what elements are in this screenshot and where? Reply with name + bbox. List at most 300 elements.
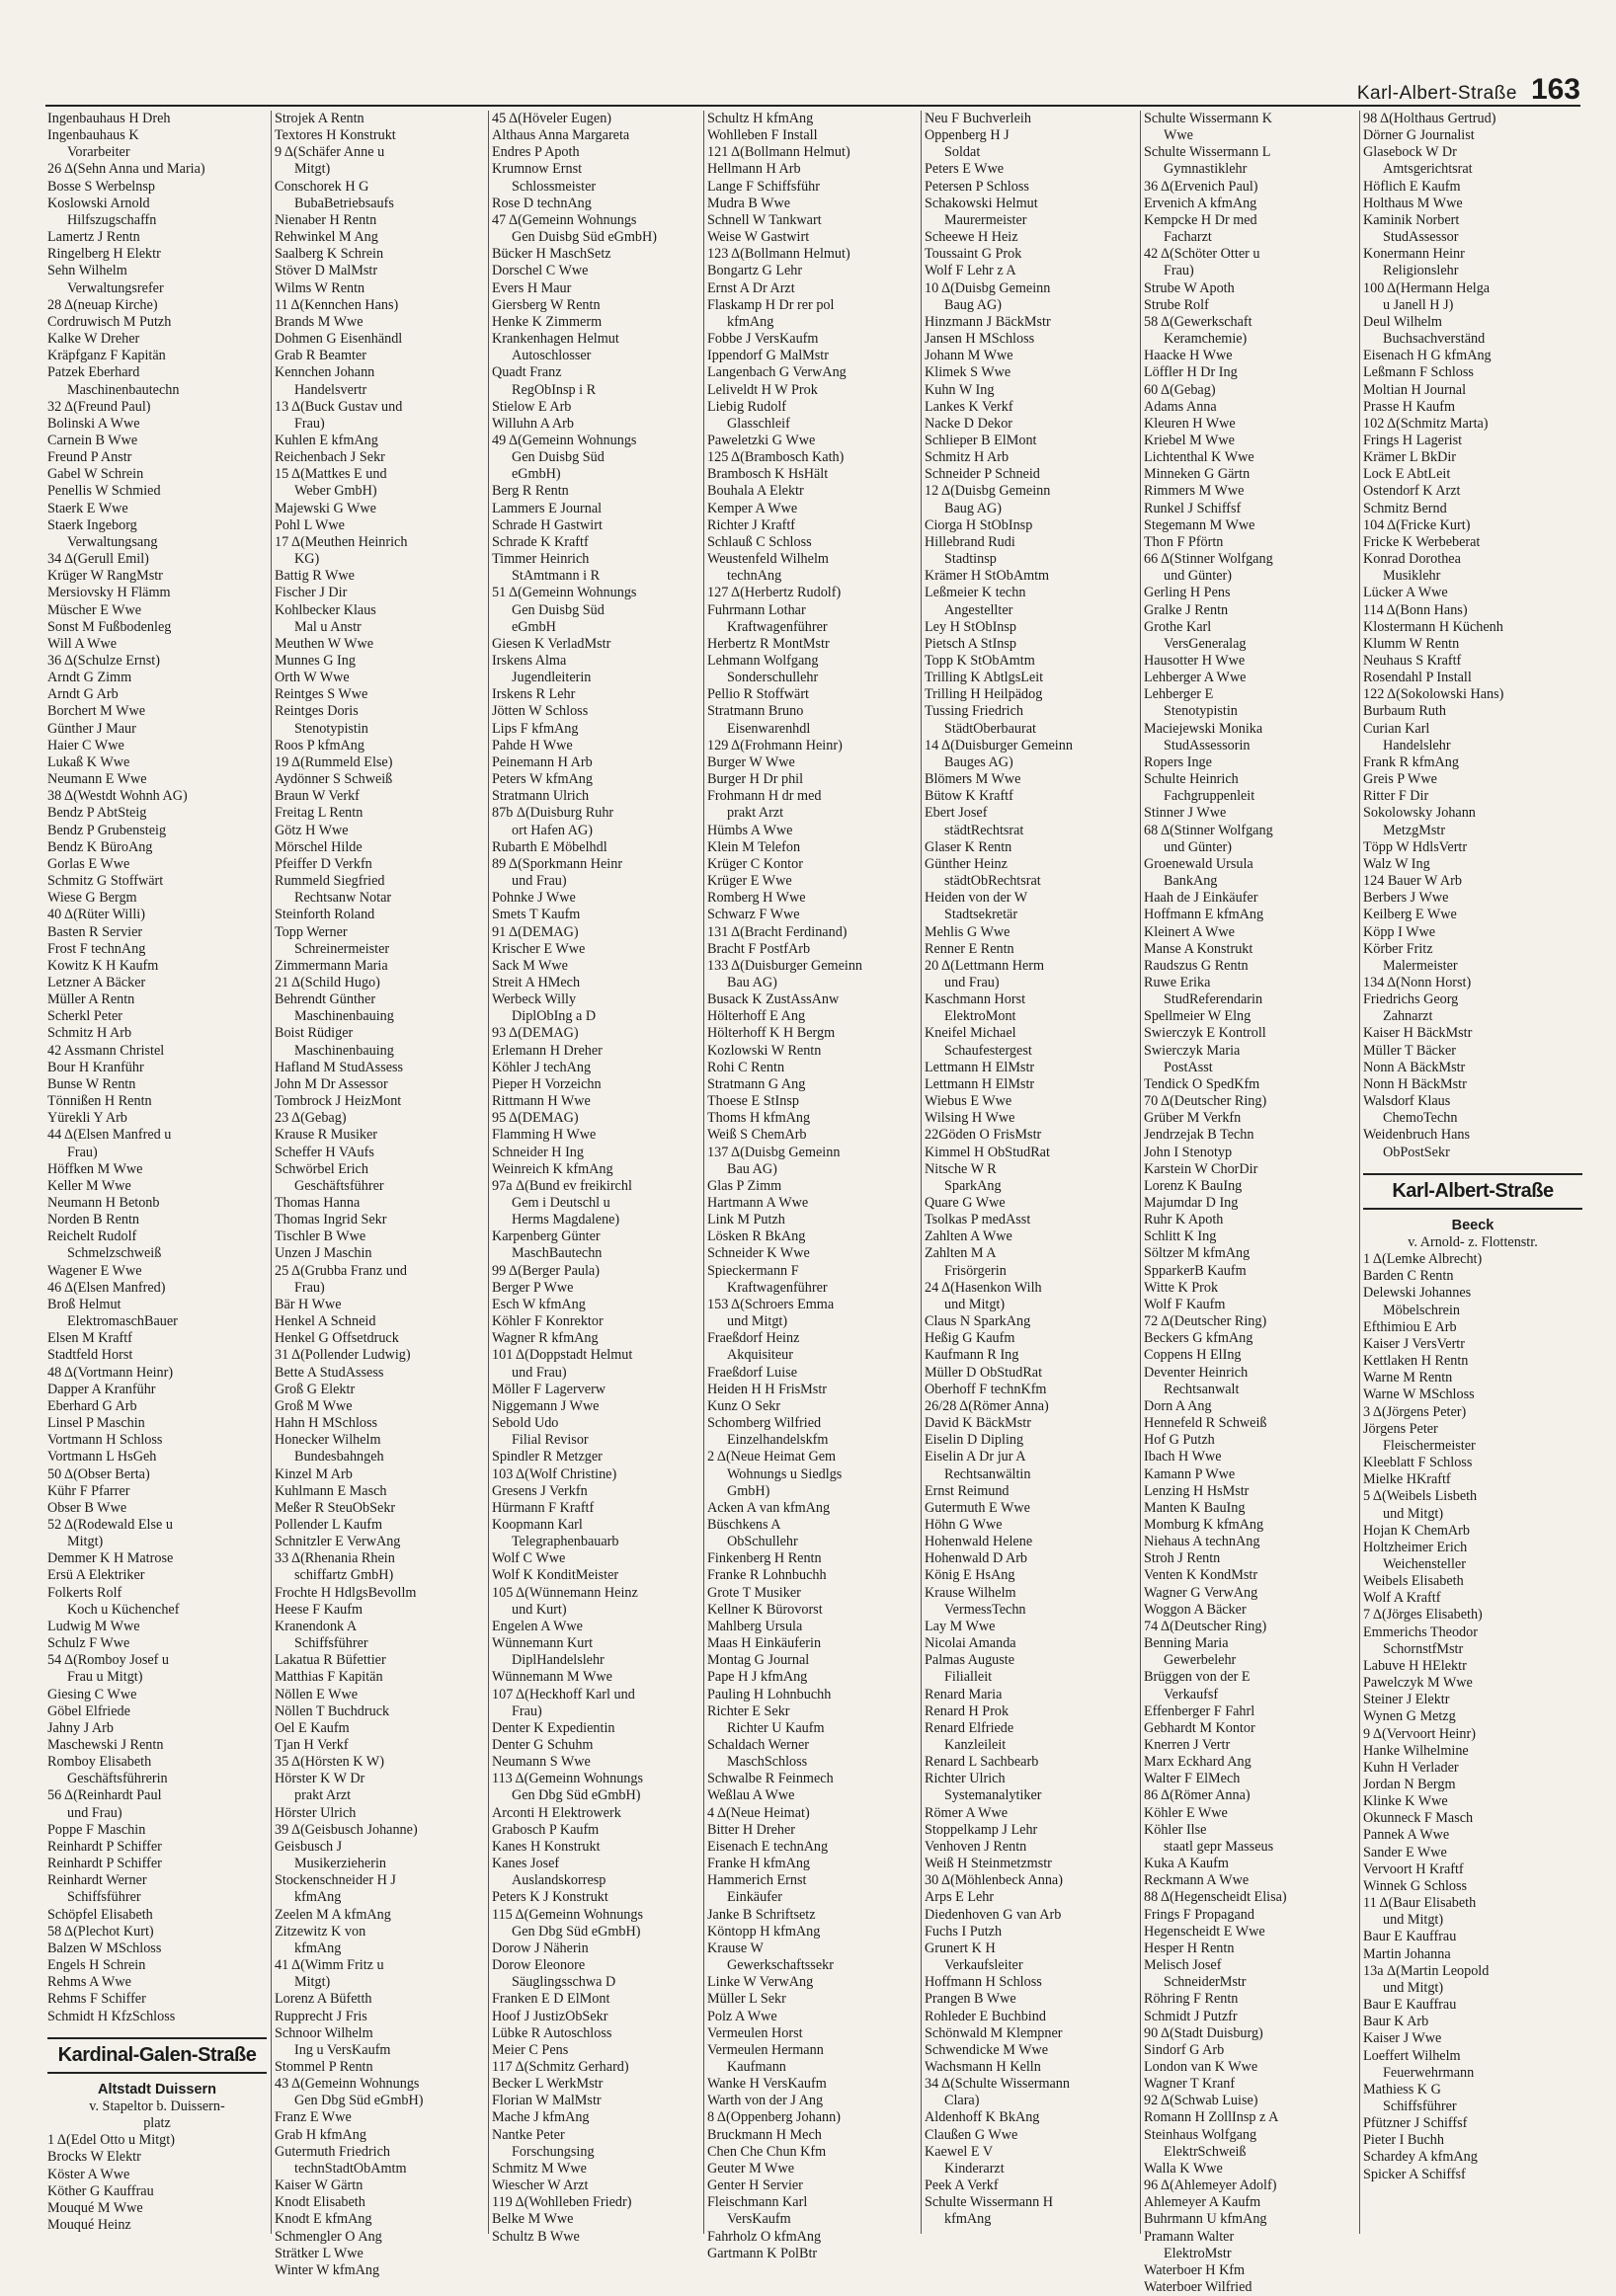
directory-entry: Krankenhagen Helmut bbox=[492, 331, 619, 348]
directory-entry: 36 Δ(Schulze Ernst) bbox=[47, 653, 160, 669]
directory-entry: Becker L WerkMstr bbox=[492, 2076, 604, 2093]
directory-entry: Pfützner J Schiffsf bbox=[1363, 2115, 1468, 2132]
directory-entry: Lay M Wwe bbox=[925, 1618, 996, 1634]
directory-entry: Krüger W RangMstr bbox=[47, 568, 163, 585]
directory-entry: 2 Δ(Neue Heimat Gem bbox=[707, 1449, 837, 1465]
directory-entry: Stockenschneider H J bbox=[275, 1872, 396, 1889]
directory-entry: Pieper H Vorzeichn bbox=[492, 1075, 602, 1092]
directory-entry: Mörschel Hilde bbox=[275, 838, 363, 855]
directory-entry: 14 Δ(Duisburger Gemeinn bbox=[925, 737, 1073, 753]
directory-entry: 9 Δ(Vervoort Heinr) bbox=[1363, 1725, 1476, 1742]
directory-entry: Borchert M Wwe bbox=[47, 703, 146, 720]
directory-entry: 137 Δ(Duisbg Gemeinn bbox=[707, 1144, 841, 1160]
directory-entry: Spicker A Schiffsf bbox=[1363, 2166, 1466, 2182]
directory-entry: Momburg K kfmAng bbox=[1144, 1516, 1264, 1533]
directory-entry: Henkel G Offsetdruck bbox=[275, 1330, 399, 1347]
directory-entry: Romann H ZollInsp z A bbox=[1144, 2109, 1279, 2126]
directory-entry: Eberhard G Arb bbox=[47, 1397, 137, 1414]
directory-entry: Aydönner S Schweiß bbox=[275, 771, 393, 788]
directory-entry: Nantke Peter bbox=[492, 2126, 565, 2143]
directory-entry: Fuchs I Putzh bbox=[925, 1923, 1003, 1940]
directory-entry: Grote T Musiker bbox=[707, 1584, 801, 1601]
directory-entry: Koch u Küchenchef bbox=[67, 1601, 180, 1618]
directory-entry: Warne M Rentn bbox=[1363, 1370, 1453, 1386]
directory-entry: Frisörgerin bbox=[944, 1262, 1007, 1279]
directory-entry: Lübke R Autoschloss bbox=[492, 2024, 612, 2041]
directory-entry: Bouhala A Elektr bbox=[707, 483, 804, 500]
directory-entry: 121 Δ(Bollmann Helmut) bbox=[707, 144, 850, 161]
directory-entry: 38 Δ(Westdt Wohnh AG) bbox=[47, 788, 188, 805]
directory-entry: 129 Δ(Frohmann Heinr) bbox=[707, 737, 843, 753]
directory-entry: Stoppelkamp J Lehr bbox=[925, 1821, 1038, 1838]
directory-entry: Thoese E StInsp bbox=[707, 1093, 799, 1110]
directory-entry: Rehms A Wwe bbox=[47, 1974, 131, 1991]
directory-entry: Manten K BauIng bbox=[1144, 1499, 1246, 1516]
directory-entry: Krischer E Wwe bbox=[492, 940, 586, 957]
directory-entry: Weber GmbH) bbox=[294, 483, 377, 500]
directory-entry: Wohnungs u Siedlgs bbox=[727, 1465, 843, 1482]
directory-entry: David K BäckMstr bbox=[925, 1415, 1031, 1432]
directory-entry: Minneken G Gärtn bbox=[1144, 466, 1251, 483]
directory-entry: Reichelt Rudolf bbox=[47, 1228, 137, 1245]
directory-entry: 32 Δ(Freund Paul) bbox=[47, 398, 151, 415]
directory-entry: MaschSchloss bbox=[727, 1754, 808, 1771]
directory-entry: und Mitgt) bbox=[1383, 1505, 1444, 1522]
directory-entry: Schrade H Gastwirt bbox=[492, 516, 603, 533]
directory-entry: Ervenich A kfmAng bbox=[1144, 195, 1257, 211]
directory-entry: 93 Δ(DEMAG) bbox=[492, 1025, 579, 1042]
directory-entry: Stielow E Arb bbox=[492, 398, 572, 415]
directory-entry: Gresens J Verkfn bbox=[492, 1482, 588, 1499]
directory-entry: Mitgt) bbox=[67, 1534, 104, 1550]
directory-entry: Sindorf G Arb bbox=[1144, 2041, 1225, 2058]
directory-entry: Jugendleiterin bbox=[512, 670, 592, 686]
directory-entry: John I Stenotyp bbox=[1144, 1144, 1233, 1160]
directory-entry: Hausotter H Wwe bbox=[1144, 653, 1246, 669]
column-7 bbox=[1363, 111, 1582, 2234]
directory-entry: Denter K Expedientin bbox=[492, 1719, 615, 1736]
directory-entry: Bongartz G Lehr bbox=[707, 263, 803, 279]
directory-entry: Schardey A kfmAng bbox=[1363, 2149, 1478, 2166]
directory-entry: Buchsachverständ bbox=[1383, 331, 1486, 348]
directory-entry: Blömers M Wwe bbox=[925, 771, 1021, 788]
directory-entry: Köhler J techAng bbox=[492, 1059, 592, 1075]
directory-entry: Ostendorf K Arzt bbox=[1363, 483, 1461, 500]
directory-entry: Weichensteller bbox=[1383, 1555, 1466, 1572]
directory-entry: Bau AG) bbox=[727, 974, 777, 990]
directory-entry: 26 Δ(Sehn Anna und Maria) bbox=[47, 161, 205, 178]
directory-entry: Kettlaken H Rentn bbox=[1363, 1353, 1469, 1370]
directory-entry: Poppe F Maschin bbox=[47, 1821, 146, 1838]
directory-entry: Niggemann J Wwe bbox=[492, 1397, 600, 1414]
directory-entry: Groß M Wwe bbox=[275, 1397, 353, 1414]
directory-entry: 1 Δ(Lemke Albrecht) bbox=[1363, 1251, 1483, 1268]
directory-entry: Broß Helmut bbox=[47, 1296, 121, 1312]
directory-entry: Mathiess K G bbox=[1363, 2081, 1441, 2098]
directory-entry: Kleinert A Wwe bbox=[1144, 923, 1235, 940]
directory-entry: Schulte Wissermann K bbox=[1144, 111, 1272, 126]
directory-entry: Trilling H Heilpädog bbox=[925, 686, 1043, 703]
directory-entry: Lukaß K Wwe bbox=[47, 753, 130, 770]
directory-entry: Hölterhoff E Ang bbox=[707, 1008, 806, 1025]
directory-entry: 123 Δ(Bollmann Helmut) bbox=[707, 246, 850, 263]
directory-entry: Mouqué Heinz bbox=[47, 2217, 131, 2234]
directory-entry: Ippendorf G MalMstr bbox=[707, 348, 829, 364]
directory-entry: 12 Δ(Duisbg Gemeinn bbox=[925, 483, 1051, 500]
directory-entry: Rehms F Schiffer bbox=[47, 1991, 146, 2008]
directory-entry: Kraftwagenführer bbox=[727, 618, 828, 635]
directory-entry: 9 Δ(Schäfer Anne u bbox=[275, 144, 385, 161]
directory-entry: 133 Δ(Duisburger Gemeinn bbox=[707, 957, 863, 974]
directory-entry: Timmer Heinrich bbox=[492, 551, 590, 568]
directory-entry: Gen Dbg Süd eGmbH) bbox=[512, 1787, 641, 1804]
directory-entry: Hohenwald D Arb bbox=[925, 1550, 1028, 1567]
directory-entry: Neuhaus S Kraftf bbox=[1363, 653, 1462, 669]
directory-entry: VermessTechn bbox=[944, 1601, 1026, 1618]
directory-entry: Krüger C Kontor bbox=[707, 855, 803, 872]
directory-entry: Schneider P Schneid bbox=[925, 466, 1040, 483]
directory-entry: Burger W Wwe bbox=[707, 753, 795, 770]
directory-entry: Textores H Konstrukt bbox=[275, 127, 396, 144]
directory-entry: Patzek Eberhard bbox=[47, 364, 140, 381]
directory-entry: Frost F technAng bbox=[47, 940, 146, 957]
directory-entry: Schmitz M Wwe bbox=[492, 2160, 587, 2177]
directory-entry: Krämer H StObAmtm bbox=[925, 568, 1050, 585]
directory-entry: Meuthen W Wwe bbox=[275, 635, 374, 652]
directory-entry: Brambosch K HsHält bbox=[707, 466, 829, 483]
directory-entry: Balzen W MSchloss bbox=[47, 1940, 162, 1956]
column-separator bbox=[1359, 111, 1360, 2234]
directory-entry: Möller F Lagerverw bbox=[492, 1381, 606, 1397]
directory-entry: Dohmen G Eisenhändl bbox=[275, 331, 403, 348]
directory-entry: 89 Δ(Sporkmann Heinr bbox=[492, 855, 623, 872]
directory-entry: 1 Δ(Edel Otto u Mitgt) bbox=[47, 2132, 175, 2149]
directory-entry: Nonn A BäckMstr bbox=[1363, 1059, 1466, 1075]
directory-entry: ObSchullehr bbox=[727, 1534, 798, 1550]
directory-entry: 66 Δ(Stinner Wolfgang bbox=[1144, 551, 1273, 568]
directory-entry: Henkel A Schneid bbox=[275, 1313, 376, 1330]
directory-entry: Demmer K H Matrose bbox=[47, 1550, 174, 1567]
directory-entry: Beckers G kfmAng bbox=[1144, 1330, 1253, 1347]
directory-entry: Dapper A Kranführ bbox=[47, 1381, 156, 1397]
directory-entry: Schmitz G Stoffwärt bbox=[47, 873, 164, 890]
directory-entry: Wagner T Kranf bbox=[1144, 2076, 1236, 2093]
directory-entry: Runkel J Schiffsf bbox=[1144, 500, 1242, 516]
directory-entry: Baug AG) bbox=[944, 500, 1002, 516]
directory-entry: Büschkens A bbox=[707, 1516, 781, 1533]
directory-entry: Lakatua R Büfettier bbox=[275, 1652, 386, 1669]
directory-entry: Malermeister bbox=[1383, 957, 1458, 974]
directory-entry: Jahny J Arb bbox=[47, 1719, 114, 1736]
directory-entry: Handelslehr bbox=[1383, 737, 1451, 753]
directory-entry: MetzgMstr bbox=[1383, 822, 1446, 838]
street-heading: Karl-Albert-Straße bbox=[1363, 1173, 1582, 1210]
directory-entry: Mal u Anstr bbox=[294, 618, 362, 635]
directory-entry: Ropers Inge bbox=[1144, 753, 1212, 770]
directory-entry: Pollender L Kaufm bbox=[275, 1516, 383, 1533]
directory-entry: Filial Revisor bbox=[512, 1432, 589, 1449]
directory-entry: Thon F Pförtn bbox=[1144, 533, 1224, 550]
directory-entry: Fraeßdorf Luise bbox=[707, 1364, 798, 1381]
directory-entry: Spellmeier W Elng bbox=[1144, 1008, 1252, 1025]
directory-entry: Gartmann K PolBtr bbox=[707, 2245, 818, 2261]
directory-entry: 102 Δ(Schmitz Marta) bbox=[1363, 415, 1489, 432]
directory-entry: Swierczyk Maria bbox=[1144, 1042, 1241, 1059]
directory-entry: Klein M Telefon bbox=[707, 838, 801, 855]
directory-entry: Schulte Heinrich bbox=[1144, 771, 1239, 788]
directory-entry: Diedenhoven G van Arb bbox=[925, 1906, 1062, 1923]
directory-entry: Thomas Ingrid Sekr bbox=[275, 1212, 387, 1228]
directory-entry: Renard L Sachbearb bbox=[925, 1754, 1039, 1771]
directory-entry: Loeffert Wilhelm bbox=[1363, 2047, 1461, 2064]
directory-entry: Elsen M Kraftf bbox=[47, 1330, 132, 1347]
directory-entry: Franken E D ElMont bbox=[492, 1991, 610, 2008]
directory-entry: Mouqué M Wwe bbox=[47, 2199, 143, 2216]
directory-entry: Baur K Arb bbox=[1363, 2014, 1429, 2030]
directory-entry: Neumann S Wwe bbox=[492, 1754, 591, 1771]
directory-entry: Müscher E Wwe bbox=[47, 601, 142, 618]
directory-entry: 23 Δ(Gebag) bbox=[275, 1110, 347, 1127]
directory-entry: Frau) bbox=[294, 1279, 325, 1296]
directory-entry: Topp Werner bbox=[275, 923, 348, 940]
directory-entry: Neumann E Wwe bbox=[47, 771, 147, 788]
directory-entry: 68 Δ(Stinner Wolfgang bbox=[1144, 822, 1273, 838]
directory-entry: Arps E Lehr bbox=[925, 1889, 995, 1906]
directory-entry: Belke M Wwe bbox=[492, 2211, 574, 2228]
directory-entry: Kempcke H Dr med bbox=[1144, 211, 1257, 228]
directory-entry: Deventer Heinrich bbox=[1144, 1364, 1249, 1381]
directory-entry: Glaser K Rentn bbox=[925, 838, 1012, 855]
directory-entry: Verkaufsleiter bbox=[944, 1957, 1023, 1974]
directory-entry: Weustenfeld Wilhelm bbox=[707, 551, 829, 568]
directory-entry: Strube Rolf bbox=[1144, 296, 1209, 313]
directory-entry: Scherkl Peter bbox=[47, 1008, 123, 1025]
directory-entry: Wünnemann M Wwe bbox=[492, 1669, 612, 1686]
directory-entry: Richter U Kaufm bbox=[727, 1719, 825, 1736]
directory-entry: 99 Δ(Berger Paula) bbox=[492, 1262, 600, 1279]
directory-entry: 113 Δ(Gemeinn Wohnungs bbox=[492, 1771, 643, 1787]
directory-entry: Scheffer H VAufs bbox=[275, 1144, 374, 1160]
directory-entry: Gen Duisbg Süd eGmbH) bbox=[512, 229, 657, 246]
directory-entry: Letzner A Bäcker bbox=[47, 974, 146, 990]
directory-entry: Nienaber H Rentn bbox=[275, 211, 377, 228]
directory-entry: Schlieper B ElMont bbox=[925, 432, 1037, 448]
directory-entry: Strube W Apoth bbox=[1144, 279, 1235, 296]
directory-entry: Cordruwisch M Putzh bbox=[47, 313, 172, 330]
directory-entry: Müller D ObStudRat bbox=[925, 1364, 1043, 1381]
directory-entry: Winter W kfmAng bbox=[275, 2261, 380, 2278]
directory-entry: Ciorga H StObInsp bbox=[925, 516, 1033, 533]
directory-entry: Peinemann H Arb bbox=[492, 753, 593, 770]
directory-entry: Sokolowsky Johann bbox=[1363, 805, 1476, 822]
directory-entry: 51 Δ(Gemeinn Wohnungs bbox=[492, 585, 637, 601]
directory-entry: Götz H Wwe bbox=[275, 822, 349, 838]
directory-entry: Kanes H Konstrukt bbox=[492, 1838, 601, 1855]
directory-entry: Weise W Gastwirt bbox=[707, 229, 810, 246]
directory-entry: Renard Elfriede bbox=[925, 1719, 1014, 1736]
directory-entry: Nonn H BäckMstr bbox=[1363, 1075, 1467, 1092]
directory-entry: Pohnke J Wwe bbox=[492, 890, 576, 907]
directory-entry: Hohenwald Helene bbox=[925, 1534, 1033, 1550]
directory-entry: Geuter M Wwe bbox=[707, 2160, 794, 2177]
directory-entry: 52 Δ(Rodewald Else u bbox=[47, 1516, 173, 1533]
directory-entry: Freitag L Rentn bbox=[275, 805, 364, 822]
directory-entry: Krüger E Wwe bbox=[707, 873, 792, 890]
street-heading: Kardinal-Galen-Straße bbox=[47, 2037, 267, 2074]
directory-entry: Jordan N Bergm bbox=[1363, 1777, 1456, 1792]
directory-entry: Berbers J Wwe bbox=[1363, 890, 1449, 907]
directory-entry: Frings F Propagand bbox=[1144, 1906, 1254, 1923]
directory-entry: 134 Δ(Nonn Horst) bbox=[1363, 974, 1472, 990]
directory-entry: KG) bbox=[294, 551, 320, 568]
directory-entry: Neumann H Betonb bbox=[47, 1195, 160, 1211]
directory-entry: Göbel Elfriede bbox=[47, 1702, 130, 1719]
directory-entry: Janke B Schriftsetz bbox=[707, 1906, 816, 1923]
directory-entry: Hörster K W Dr bbox=[275, 1771, 365, 1787]
directory-entry: Effenberger F Fahrl bbox=[1144, 1702, 1255, 1719]
directory-entry: Leßmann F Schloss bbox=[1363, 364, 1474, 381]
directory-entry: Ruwe Erika bbox=[1144, 974, 1211, 990]
directory-entry: Waterboer H Kfm bbox=[1144, 2261, 1246, 2278]
directory-entry: Friedrichs Georg bbox=[1363, 991, 1459, 1008]
directory-entry: Flaskamp H Dr rer pol bbox=[707, 296, 835, 313]
directory-entry: eGmbH) bbox=[512, 466, 561, 483]
directory-entry: Weidenbruch Hans bbox=[1363, 1127, 1470, 1144]
running-head-street: Karl-Albert-Straße bbox=[1356, 83, 1517, 104]
directory-entry: Stommel P Rentn bbox=[275, 2058, 373, 2075]
directory-entry: ElektromaschBauer bbox=[67, 1313, 178, 1330]
directory-entry: Schnell W Tankwart bbox=[707, 211, 822, 228]
directory-entry: Waterboer Wilfried bbox=[1144, 2279, 1252, 2295]
directory-entry: Ritter F Dir bbox=[1363, 788, 1429, 805]
directory-entry: BubaBetriebsaufs bbox=[294, 195, 394, 211]
directory-entry: Steinforth Roland bbox=[275, 907, 375, 923]
directory-entry: Kuhlen E kfmAng bbox=[275, 432, 378, 448]
directory-entry: Weiß S ChemArb bbox=[707, 1127, 807, 1144]
directory-entry: Peters K J Konstrukt bbox=[492, 1889, 608, 1906]
directory-entry: Schnitzler E VerwAng bbox=[275, 1534, 401, 1550]
directory-entry: 44 Δ(Elsen Manfred u bbox=[47, 1127, 172, 1144]
directory-entry: Sander E Wwe bbox=[1363, 1844, 1447, 1861]
directory-entry: Steinhaus Wolfgang bbox=[1144, 2126, 1257, 2143]
directory-entry: PostAsst bbox=[1164, 1059, 1213, 1075]
directory-entry: Müller T Bäcker bbox=[1363, 1042, 1457, 1059]
directory-entry: Lorenz K BauIng bbox=[1144, 1177, 1243, 1194]
directory-entry: Reckmann A Wwe bbox=[1144, 1872, 1250, 1889]
directory-entry: kfmAng bbox=[727, 313, 774, 330]
directory-entry: Wagner G VerwAng bbox=[1144, 1584, 1258, 1601]
directory-entry: Richter J Kraftf bbox=[707, 516, 796, 533]
directory-entry: Schmitz H Arb bbox=[925, 449, 1010, 466]
directory-entry: Schmelzschweiß bbox=[67, 1245, 162, 1262]
directory-entry: Linsel P Maschin bbox=[47, 1415, 145, 1432]
directory-entry: Peters W kfmAng bbox=[492, 771, 593, 788]
directory-entry: Arconti H Elektrowerk bbox=[492, 1804, 621, 1821]
directory-entry: Burger H Dr phil bbox=[707, 771, 804, 788]
directory-entry: ChemoTechn bbox=[1383, 1110, 1458, 1127]
directory-entry: Conschorek H G bbox=[275, 178, 369, 195]
directory-entry: 30 Δ(Möhlenbeck Anna) bbox=[925, 1872, 1063, 1889]
directory-entry: schiffartz GmbH) bbox=[294, 1567, 394, 1584]
directory-entry: Holthaus M Wwe bbox=[1363, 195, 1463, 211]
directory-entry: Haacke H Wwe bbox=[1144, 348, 1233, 364]
directory-entry: Meier C Pens bbox=[492, 2041, 569, 2058]
directory-entry: Gorlas E Wwe bbox=[47, 855, 130, 872]
directory-entry: 15 Δ(Mattkes E und bbox=[275, 466, 387, 483]
directory-entry: 34 Δ(Schulte Wissermann bbox=[925, 2076, 1070, 2093]
directory-entry: städtObRechtsrat bbox=[944, 873, 1041, 890]
directory-entry: Orth W Wwe bbox=[275, 670, 350, 686]
directory-entry: 25 Δ(Grubba Franz und bbox=[275, 1262, 408, 1279]
directory-entry: Gebhardt M Kontor bbox=[1144, 1719, 1255, 1736]
directory-entry: Köpp I Wwe bbox=[1363, 923, 1436, 940]
directory-entry: Staerk Ingeborg bbox=[47, 516, 137, 533]
directory-entry: 60 Δ(Gebag) bbox=[1144, 381, 1216, 398]
directory-entry: Ibach H Wwe bbox=[1144, 1449, 1222, 1465]
directory-entry: Prasse H Kaufm bbox=[1363, 398, 1455, 415]
directory-entry: Berg R Rentn bbox=[492, 483, 569, 500]
directory-entry: Wachsmann H Kelln bbox=[925, 2058, 1041, 2075]
directory-entry: Hörster Ulrich bbox=[275, 1804, 357, 1821]
directory-entry: Kowitz K H Kaufm bbox=[47, 957, 159, 974]
directory-entry: Pfeiffer D Verkfn bbox=[275, 855, 372, 872]
directory-entry: Denter G Schuhm bbox=[492, 1737, 594, 1753]
column-5 bbox=[925, 111, 1136, 2234]
directory-entry: Wünnemann Kurt bbox=[492, 1635, 594, 1652]
directory-entry: Sack M Wwe bbox=[492, 957, 568, 974]
directory-entry: Klimek S Wwe bbox=[925, 364, 1011, 381]
directory-entry: Kozlowski W Rentn bbox=[707, 1042, 822, 1059]
directory-entry: 5 Δ(Weibels Lisbeth bbox=[1363, 1488, 1478, 1505]
directory-entry: 87b Δ(Duisburg Ruhr bbox=[492, 805, 614, 822]
directory-entry: Erlemann H Dreher bbox=[492, 1042, 603, 1059]
directory-entry: Raudszus G Rentn bbox=[1144, 957, 1249, 974]
directory-entry: Forschungsing bbox=[512, 2143, 595, 2160]
directory-entry: prakt Arzt bbox=[727, 805, 784, 822]
directory-entry: Dörner G Journalist bbox=[1363, 127, 1475, 144]
directory-entry: Herbertz R MontMstr bbox=[707, 635, 830, 652]
directory-entry: Söltzer M kfmAng bbox=[1144, 1245, 1251, 1262]
directory-entry: Finkenberg H Rentn bbox=[707, 1550, 822, 1567]
directory-entry: Reinhardt P Schiffer bbox=[47, 1856, 162, 1872]
directory-entry: ElektroMstr bbox=[1164, 2245, 1232, 2261]
directory-entry: Hoffmann H Schloss bbox=[925, 1974, 1042, 1991]
directory-entry: 33 Δ(Rhenania Rhein bbox=[275, 1550, 395, 1567]
directory-entry: Kimmel H ObStudRat bbox=[925, 1144, 1050, 1160]
directory-entry: Lichtenthal K Wwe bbox=[1144, 449, 1254, 466]
directory-entry: Kriebel M Wwe bbox=[1144, 432, 1235, 448]
directory-entry: Walz W Ing bbox=[1363, 855, 1430, 872]
directory-entry: Gewerkschaftssekr bbox=[727, 1957, 834, 1974]
directory-entry: Freund P Anstr bbox=[47, 449, 132, 466]
directory-entry: prakt Arzt bbox=[294, 1787, 352, 1804]
directory-entry: Hahn H MSchloss bbox=[275, 1415, 378, 1432]
directory-entry: Walsdorf Klaus bbox=[1363, 1093, 1451, 1110]
directory-entry: 74 Δ(Deutscher Ring) bbox=[1144, 1618, 1267, 1634]
directory-entry: Grabosch P Kaufm bbox=[492, 1821, 600, 1838]
directory-entry: 7 Δ(Jörges Elisabeth) bbox=[1363, 1607, 1483, 1623]
directory-entry: Höffken M Wwe bbox=[47, 1160, 143, 1177]
directory-entry: Keller M Wwe bbox=[47, 1177, 131, 1194]
directory-entry: Ahlemeyer A Kaufm bbox=[1144, 2194, 1261, 2211]
directory-entry: Majewski G Wwe bbox=[275, 500, 376, 516]
directory-entry: Liebig Rudolf bbox=[707, 398, 786, 415]
directory-entry: 127 Δ(Herbertz Rudolf) bbox=[707, 585, 842, 601]
directory-entry: Maschinenbauing bbox=[294, 1042, 394, 1059]
directory-entry: DiplHandelslehr bbox=[512, 1652, 605, 1669]
directory-entry: Kraftwagenführer bbox=[727, 1279, 828, 1296]
directory-entry: Hesper H Rentn bbox=[1144, 1940, 1235, 1956]
